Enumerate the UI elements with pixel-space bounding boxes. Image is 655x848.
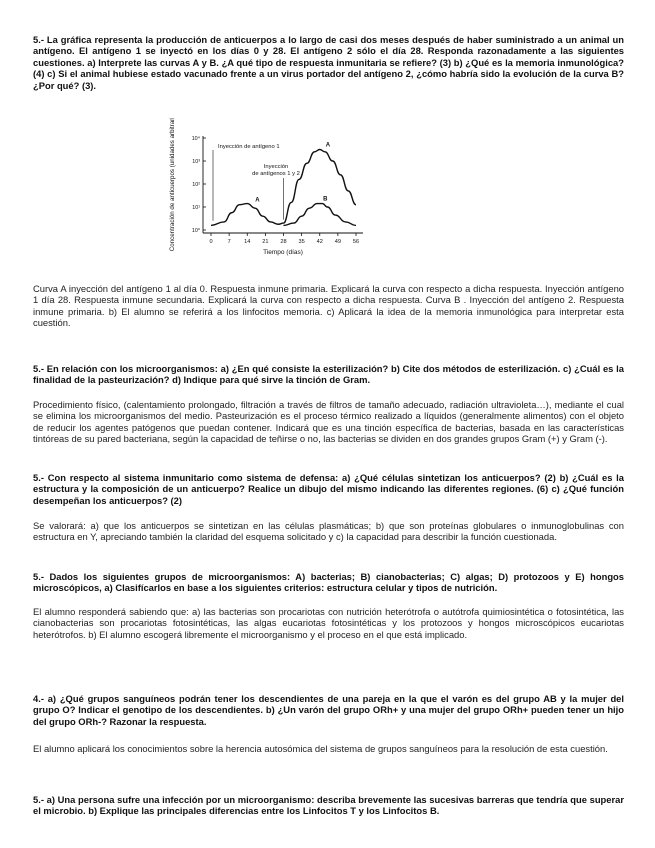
y-tick-label: 10⁴ [191,136,200,142]
question-1: 5.- La gráfica representa la producción de anticuerpos a lo largo de casi dos meses después de haber suministrado a un animal un antígeno. El antígeno 1 se inyectó en los días 0 y 28. El antígeno 2 sólo el día 28. Responda razonadamente a las siguientes cuestiones. a) Interprete las curvas A y B. ¿A qué tipo de respuesta inmunitaria se refiere? (3) b) ¿Qué es la memoria inmunológica? (4) c) Si el animal hubiese estado vacunado frente a un virus portador del antígeno 2, ¿cómo habría sido la evolución de la curva B? ¿Por qué? (3). [33,34,624,91]
antibody-chart [163,118,368,260]
x-tick-label: 0 [209,239,213,245]
question-6: 5.- a) Una persona sufre una infección por un microorganismo: describa brevemente las sucesivas barreras que tendría que superar el microbio. b) Explique las principales diferencias entre los Linfocitos T y los Linfocitos B. [33,794,624,817]
x-axis-label: Tiempo (días) [263,249,303,256]
answer-3: Se valorará: a) que los anticuerpos se sintetizan en las células plasmáticas; b) que son proteínas globulares o inmunoglobulinas con estructura en Y, apreciando también la claridad del esquema solicitado y c) la capacidad para describir la función cuestionada. [33,520,624,543]
y-tick-label: 10³ [192,159,200,165]
series-label-A: A [325,142,331,149]
answer-1: Curva A inyección del antígeno 1 al día 0. Respuesta inmune primaria. Explicará la curva con respecto a dicha respuesta. Inyección antígeno 1 día 28. Respuesta inmune secundaria. Explicará la curva con respecto a dicha respuesta. Curva B . Inyección del antígeno 2. Respuesta inmune primaria. b) El alumno se referirá a los linfocitos memoria. c) Aplicará la idea de la memoria inmunológica para interpretar esta cuestión. [33,283,624,329]
x-tick-label: 56 [352,239,360,245]
x-tick-label: 7 [227,239,231,245]
answer-2: Procedimiento físico, (calentamiento prolongado, filtración a través de filtros de tamaño adecuado, radiación ultravioleta…), mediante el cual se elimina los microorganismos del medio. Pasteurización es el proceso térmico realizado a líquidos (generalmente alimentos) con el objeto de reducir los agentes patógenos que puedan contener. Indicará que es una tinción específica de bacterias, basada en las características tintóreas de su pared bacteriana, según la capacidad de teñirse o no, las bacterias se dividen en dos grandes grupos Gram (+) y Gram (-). [33,399,624,445]
series-label-B: B [323,196,328,203]
series-label-A-primary: A [255,197,260,204]
question-3: 5.- Con respecto al sistema inmunitario como sistema de defensa: a) ¿Qué células sintetizan los anticuerpos? (2) b) ¿Cuál es la estructura y la composición de un anticuerpo? Realice un dibujo del mismo indicando las diferentes regiones. (6) c) ¿Qué función desempeñan los anticuerpos? (2) [33,472,624,506]
annotation-injection-1: Inyección de antígeno 1 [218,144,280,150]
x-tick-label: 42 [316,239,323,245]
x-tick-label: 14 [244,239,251,245]
annotation-injection-2-line2: de antígenos 1 y 2 [252,171,300,177]
question-2: 5.- En relación con los microorganismos: a) ¿En qué consiste la esterilización? b) Cite dos métodos de esterilización. c) ¿Cuál es la finalidad de la pasteurización? d) Indique para qué sirve la tinción de Gram. [33,363,624,386]
y-tick-label: 10⁰ [191,228,200,234]
x-tick-label: 21 [262,239,269,245]
antibody-chart-svg [163,118,368,260]
series-line-B [284,204,357,226]
answer-5: El alumno aplicará los conocimientos sobre la herencia autosómica del sistema de grupos sanguíneos para la resolución de esta cuestión. [33,743,608,754]
annotation-injection-2-line1: Inyección [263,164,289,170]
x-tick-label: 49 [334,239,341,245]
x-tick-label: 35 [298,239,305,245]
answer-4: El alumno responderá sabiendo que: a) las bacterias son procariotas con nutrición heterótrofa o autótrofa quimiosintética o fotosintética, las cianobacterias son procariotas fotosintéticas, las algas eucariotas fotosintéticas y los protozoos y hongos microscópicos eucariotas heterótrofos. b) El alumno escogerá libremente el microorganismo y el proceso en el que está implicado. [33,606,624,640]
question-5: 4.- a) ¿Qué grupos sanguíneos podrán tener los descendientes de una pareja en la que el varón es del grupo AB y la mujer del grupo O? Indicar el genotipo de los descendientes. b) ¿Un varón del grupo ORh+ y una mujer del grupo ORh+ pueden tener un hijo del grupo ORh-? Razonar la respuesta. [33,693,624,727]
y-axis-label-text: Concentración de anticuerpos (unidades arbitrarias) [169,118,176,252]
y-tick-label: 10¹ [192,205,200,211]
question-4: 5.- Dados los siguientes grupos de microorganismos: A) bacterias; B) cianobacterias; C) algas; D) protozoos y E) hongos microscópicos, a) Clasifícarlos en base a los siguientes criterios: estructura celular y tipos de nutrición. [33,571,624,594]
x-tick-label: 28 [280,239,287,245]
y-tick-label: 10² [192,182,200,188]
y-axis-label [169,118,176,251]
